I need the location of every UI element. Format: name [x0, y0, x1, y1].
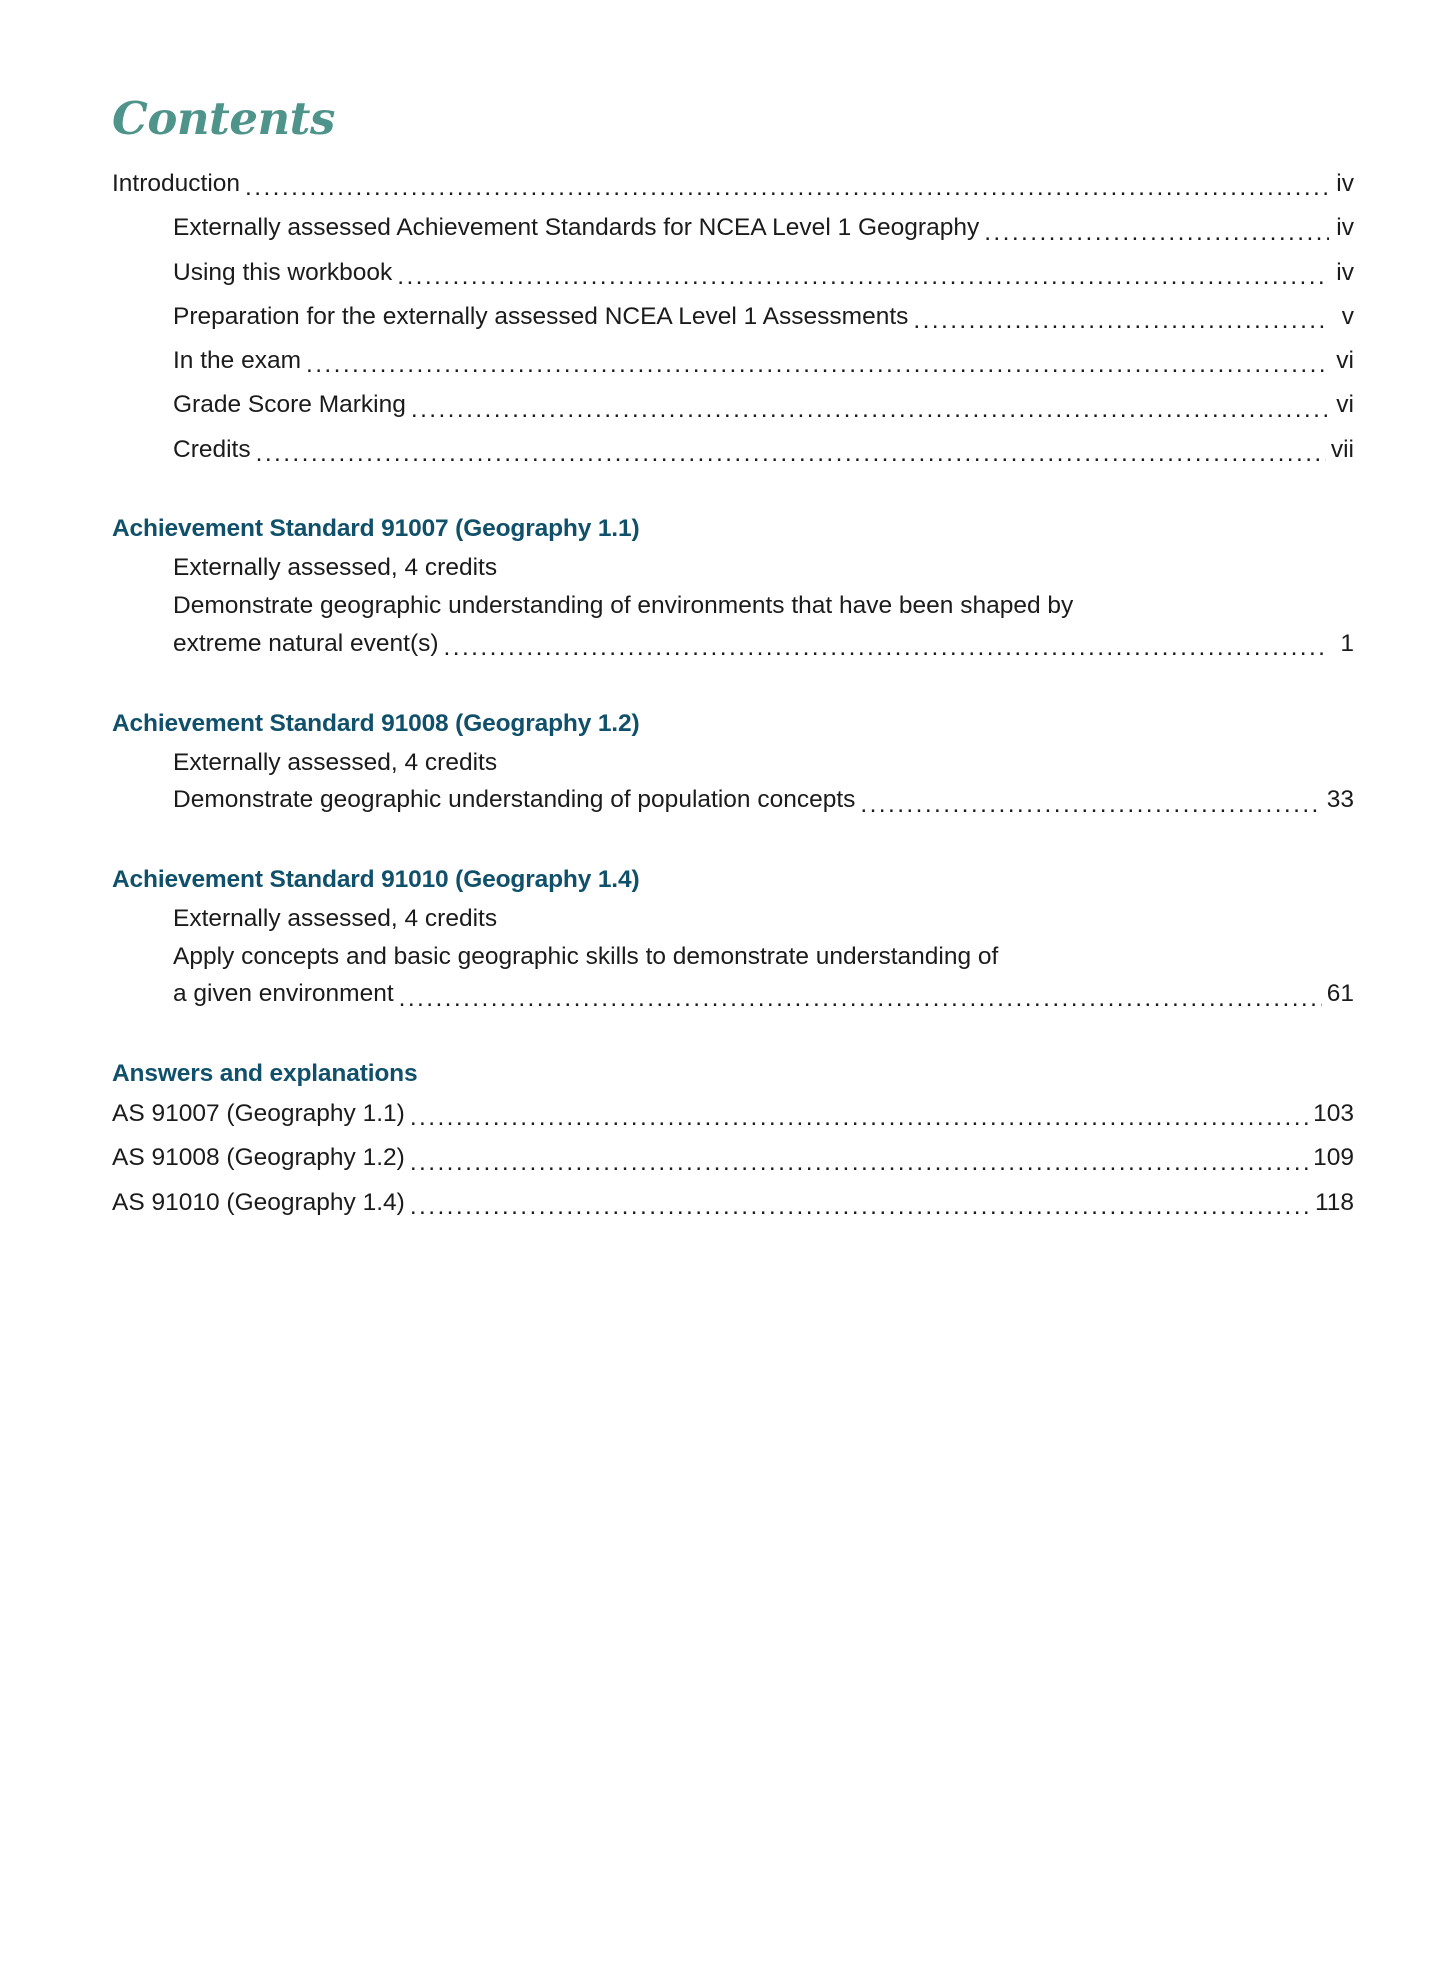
toc-entry-page: 118	[1314, 1188, 1354, 1216]
dot-leader	[410, 1107, 1308, 1132]
toc-content	[112, 92, 1354, 1220]
toc-entry-label: AS 91008 (Geography 1.2)	[112, 1144, 405, 1172]
dot-leader	[397, 266, 1329, 291]
section-heading[interactable]: Achievement Standard 91008 (Geography 1.2)	[112, 709, 640, 737]
section-description-line-2: a given environment	[173, 980, 394, 1008]
toc-entry-page: iv	[1336, 214, 1354, 242]
section-description-line-2: Demonstrate geographic understanding of population concepts	[173, 786, 856, 814]
toc-entry-credits[interactable]	[173, 433, 1354, 468]
dot-leader	[411, 399, 1329, 424]
toc-entry-page: vi	[1336, 391, 1354, 419]
toc-entry-answers-91008[interactable]	[112, 1141, 1354, 1176]
toc-entry-label: Credits	[173, 435, 251, 463]
dot-leader	[984, 222, 1329, 247]
section-credits: Externally assessed, 4 credits	[173, 904, 498, 932]
toc-group-introduction	[112, 167, 1354, 467]
toc-entry-page: vii	[1330, 435, 1354, 463]
spacer	[112, 818, 1354, 864]
toc-entry-page: iv	[1336, 170, 1354, 197]
toc-entry-answers-91010[interactable]	[112, 1186, 1354, 1221]
toc-entry-preparation[interactable]	[173, 300, 1354, 335]
toc-entry-grade-score-marking[interactable]	[173, 388, 1354, 423]
dot-leader	[410, 1196, 1310, 1221]
section-description-line-2: extreme natural event(s)	[173, 629, 439, 657]
section-heading[interactable]: Achievement Standard 91007 (Geography 1.1)	[112, 515, 640, 543]
toc-entry-label: Introduction	[112, 170, 241, 197]
toc-entry-label: Externally assessed Achievement Standards for NCEA Level 1 Geography	[173, 214, 980, 242]
toc-entry-in-the-exam[interactable]	[173, 344, 1354, 379]
section-heading[interactable]: Achievement Standard 91010 (Geography 1.4)	[112, 866, 640, 894]
section-credits: Externally assessed, 4 credits	[173, 554, 498, 582]
dot-leader	[444, 637, 1329, 662]
toc-entry-label: AS 91007 (Geography 1.1)	[112, 1100, 405, 1128]
section-as-91010	[112, 864, 1354, 1012]
toc-entry-introduction[interactable]	[112, 167, 1354, 202]
dot-leader	[410, 1152, 1308, 1177]
section-page: 33	[1326, 786, 1354, 814]
toc-entry-externally-assessed-standards[interactable]	[173, 211, 1354, 246]
toc-entry-label: Preparation for the externally assessed NCEA Level 1 Assessments	[173, 302, 909, 330]
section-credits: Externally assessed, 4 credits	[173, 748, 498, 776]
section-page: 1	[1340, 629, 1354, 657]
toc-entry-label: AS 91010 (Geography 1.4)	[112, 1188, 405, 1216]
toc-entry-page: vi	[1336, 347, 1354, 375]
dot-leader	[245, 177, 1329, 202]
spacer	[112, 467, 1354, 513]
dot-leader	[860, 794, 1321, 819]
toc-entry-label: Grade Score Marking	[173, 391, 406, 419]
spacer	[112, 662, 1354, 708]
toc-entry-label: Using this workbook	[173, 258, 393, 286]
toc-entry-page: 103	[1313, 1100, 1354, 1128]
toc-entry-answers-91007[interactable]	[112, 1097, 1354, 1132]
section-description-line-1: Apply concepts and basic geographic skills to demonstrate understanding of	[173, 942, 999, 970]
section-as-91007	[112, 513, 1354, 661]
section-as-91008	[112, 708, 1354, 818]
toc-entry-page: v	[1341, 302, 1354, 330]
section-answers-and-explanations	[112, 1058, 1354, 1220]
section-description-leader-row[interactable]	[173, 977, 1354, 1012]
dot-leader	[306, 354, 1329, 379]
dot-leader	[399, 988, 1322, 1013]
dot-leader	[256, 443, 1326, 468]
dot-leader	[913, 310, 1329, 335]
toc-entry-page: iv	[1336, 258, 1354, 286]
page-title: Contents	[112, 92, 335, 145]
toc-entry-page: 109	[1313, 1144, 1354, 1172]
section-description-leader-row[interactable]	[173, 783, 1354, 818]
toc-entry-using-this-workbook[interactable]	[173, 256, 1354, 291]
spacer	[112, 1012, 1354, 1058]
section-page: 61	[1326, 980, 1354, 1008]
section-description-leader-row[interactable]	[173, 627, 1354, 662]
toc-entry-label: In the exam	[173, 347, 302, 375]
section-heading[interactable]: Answers and explanations	[112, 1060, 418, 1088]
section-description-line-1: Demonstrate geographic understanding of environments that have been shaped by	[173, 592, 1074, 620]
